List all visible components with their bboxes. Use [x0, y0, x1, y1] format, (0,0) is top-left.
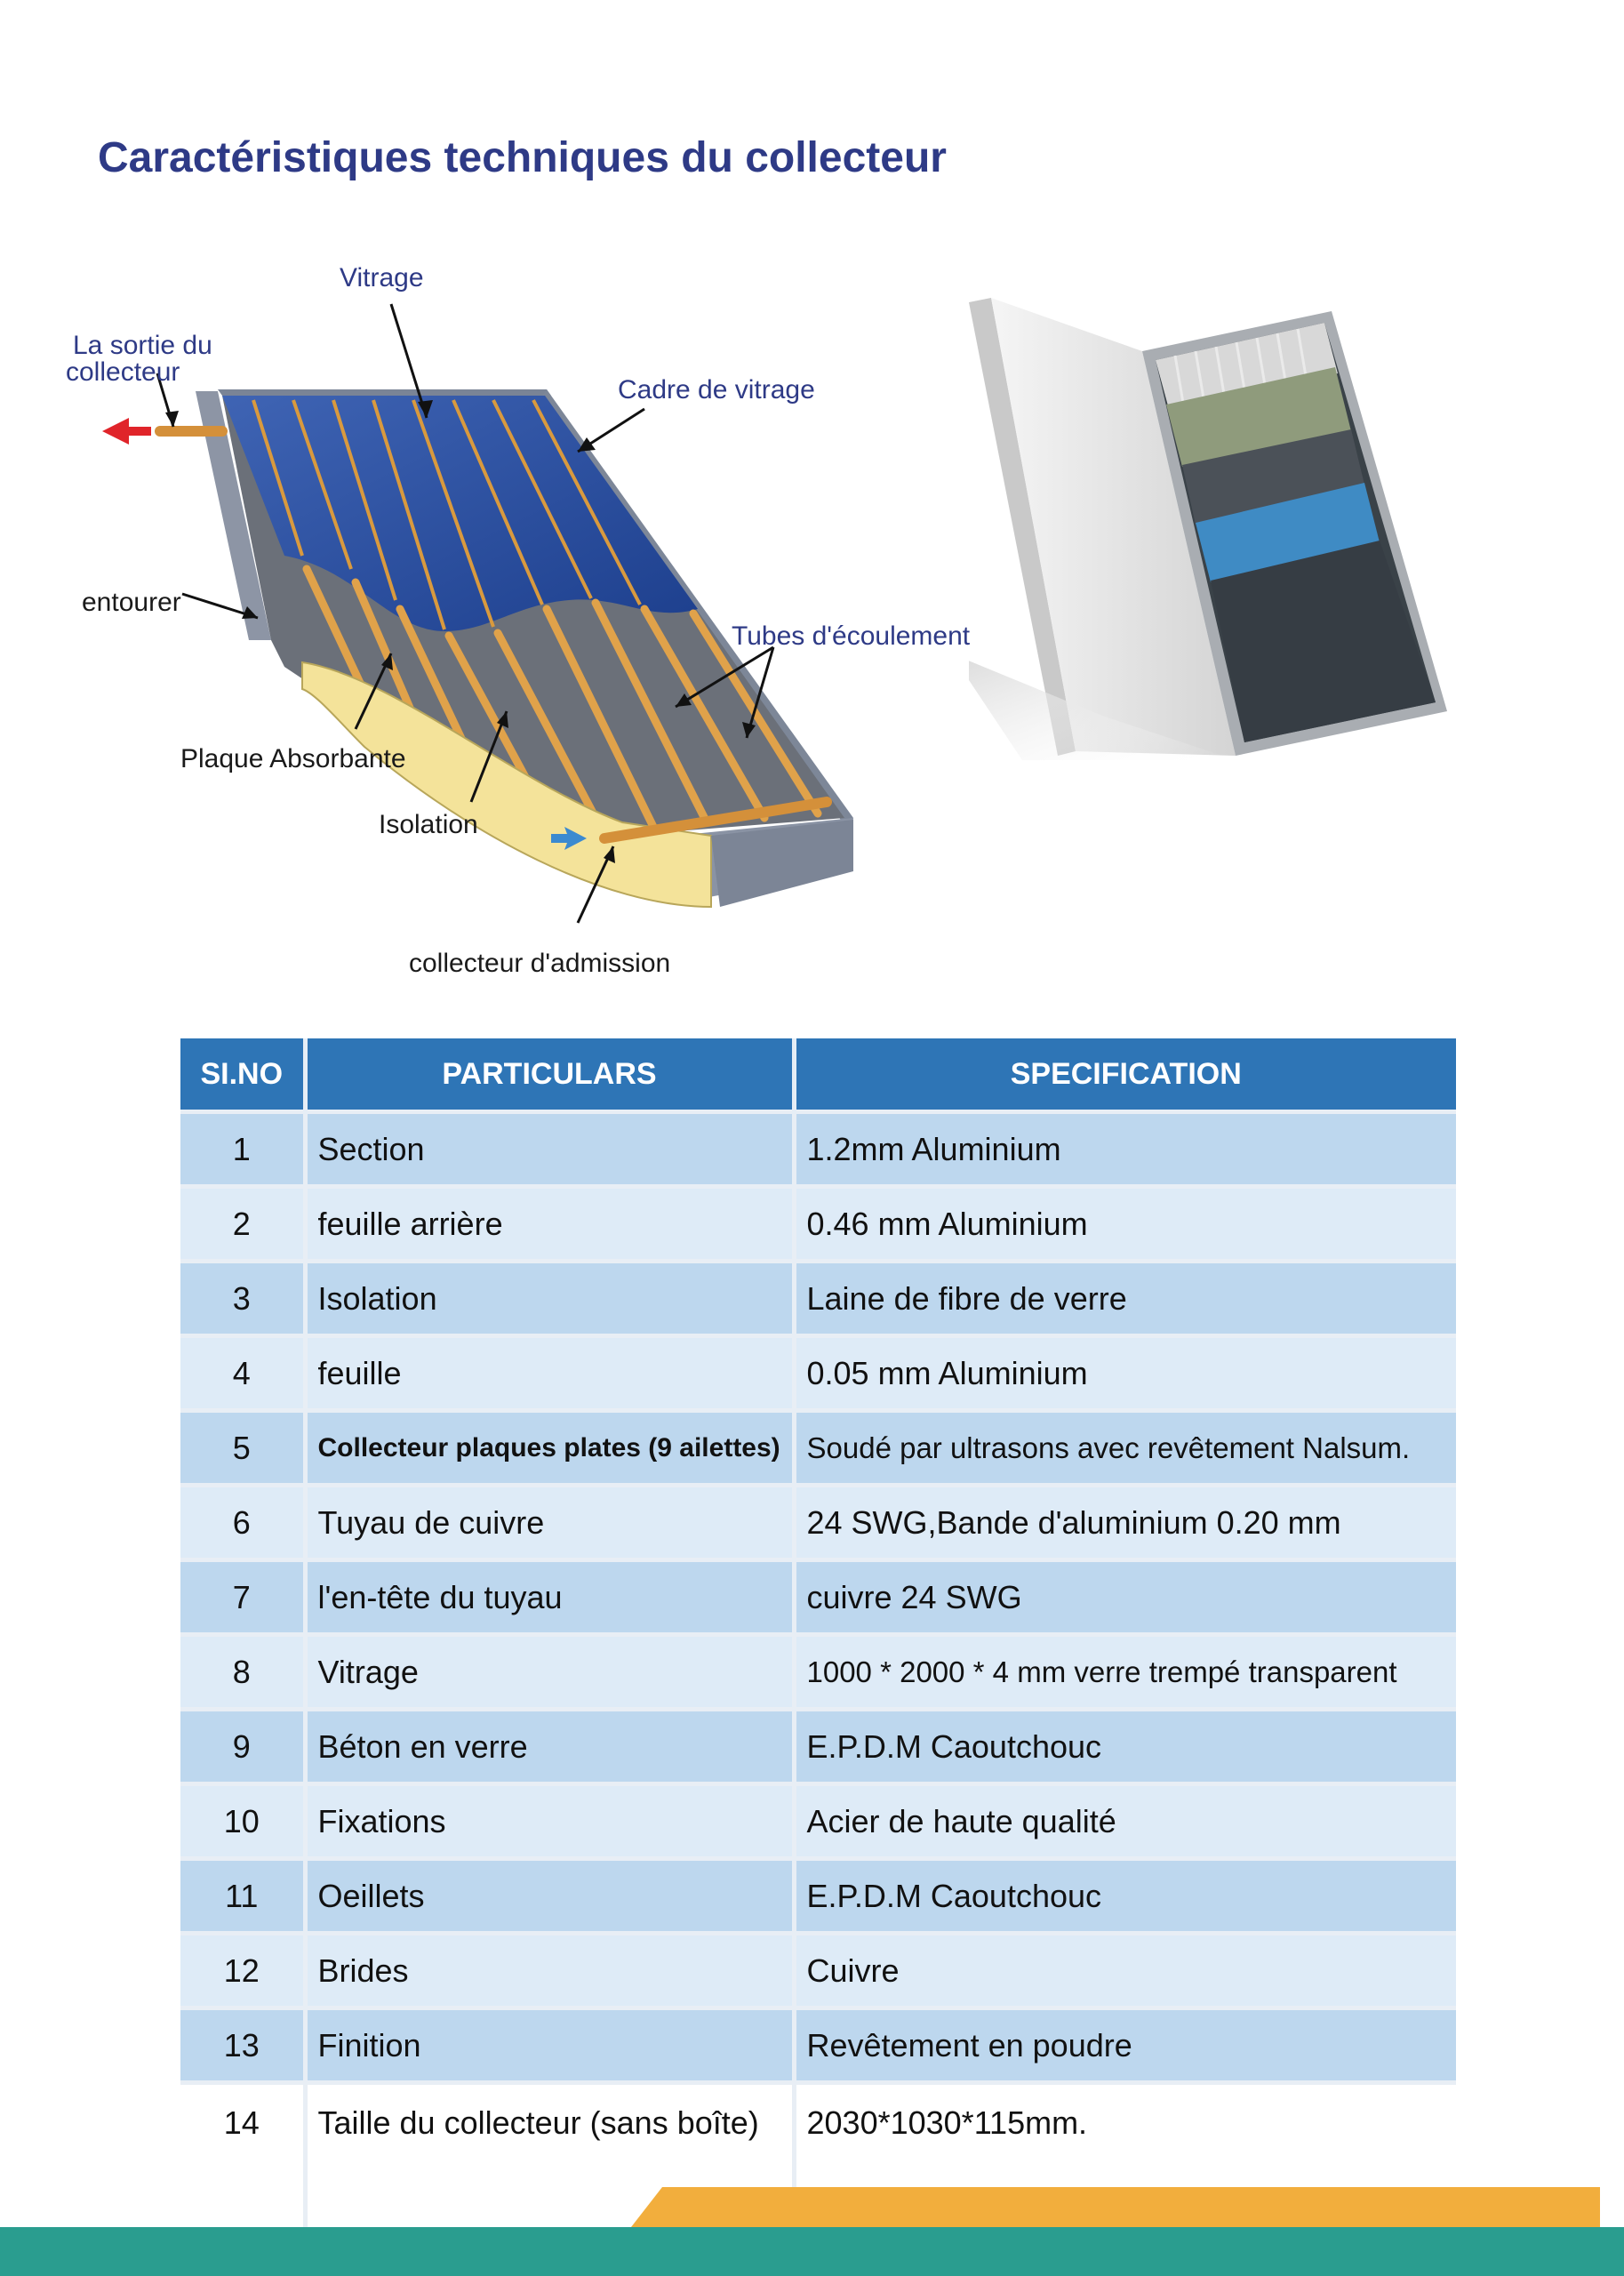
row-particular: Oeillets — [305, 1859, 794, 1934]
collector-photo-drawing — [969, 298, 1484, 760]
row-specification: 1.2mm Aluminium — [794, 1112, 1456, 1187]
row-specification: 24 SWG,Bande d'aluminium 0.20 mm — [794, 1486, 1456, 1560]
row-number: 8 — [180, 1635, 305, 1710]
row-particular: Vitrage — [305, 1635, 794, 1710]
row-particular: Section — [305, 1112, 794, 1187]
row-number: 9 — [180, 1710, 305, 1784]
row-specification: Acier de haute qualité — [794, 1784, 1456, 1859]
table-row — [180, 1411, 1456, 1486]
label-entourer: entourer — [82, 588, 181, 617]
row-particular: feuille — [305, 1336, 794, 1411]
table-row — [180, 1560, 1456, 1635]
row-specification: 0.05 mm Aluminium — [794, 1336, 1456, 1411]
row-particular: Fixations — [305, 1784, 794, 1859]
row-number: 13 — [180, 2008, 305, 2083]
table-row — [180, 1112, 1456, 1187]
row-particular: Béton en verre — [305, 1710, 794, 1784]
row-particular: Taille du collecteur (sans boîte) — [305, 2083, 794, 2239]
row-specification: 1000 * 2000 * 4 mm verre trempé transparent — [794, 1635, 1456, 1710]
table-row — [180, 2008, 1456, 2083]
label-sortie-line2: collecteur — [66, 357, 180, 387]
row-number: 10 — [180, 1784, 305, 1859]
row-particular: feuille arrière — [305, 1187, 794, 1262]
row-particular: Isolation — [305, 1262, 794, 1336]
footer-orange-stripe — [631, 2187, 1600, 2227]
row-specification: Cuivre — [794, 1934, 1456, 2008]
row-particular: Tuyau de cuivre — [305, 1486, 794, 1560]
table-row — [180, 1336, 1456, 1411]
row-number: 14 — [180, 2083, 305, 2239]
collector-product-photo — [969, 298, 1484, 760]
table-header-row — [180, 1038, 1456, 1112]
row-number: 7 — [180, 1560, 305, 1635]
table-row — [180, 1784, 1456, 1859]
row-particular: Brides — [305, 1934, 794, 2008]
footer-teal-stripe — [0, 2227, 1624, 2276]
label-vitrage: Vitrage — [340, 263, 424, 293]
row-specification: 0.46 mm Aluminium — [794, 1187, 1456, 1262]
label-isolation: Isolation — [379, 810, 478, 839]
row-particular: Collecteur plaques plates (9 ailettes) — [305, 1411, 794, 1486]
table-row — [180, 1486, 1456, 1560]
row-number: 3 — [180, 1262, 305, 1336]
row-specification: E.P.D.M Caoutchouc — [794, 1859, 1456, 1934]
row-specification: cuivre 24 SWG — [794, 1560, 1456, 1635]
row-number: 12 — [180, 1934, 305, 2008]
footer-band — [0, 2187, 1624, 2276]
table-row — [180, 1934, 1456, 2008]
label-plaque: Plaque Absorbante — [180, 744, 406, 773]
table-row — [180, 1635, 1456, 1710]
row-number: 2 — [180, 1187, 305, 1262]
row-specification: Revêtement en poudre — [794, 2008, 1456, 2083]
row-particular: l'en-tête du tuyau — [305, 1560, 794, 1635]
row-number: 6 — [180, 1486, 305, 1560]
header-particulars: PARTICULARS — [305, 1038, 794, 1112]
page-title: Caractéristiques techniques du collecteur — [98, 134, 947, 181]
row-specification: Soudé par ultrasons avec revêtement Nalsum. — [794, 1411, 1456, 1486]
row-number: 1 — [180, 1112, 305, 1187]
row-number: 11 — [180, 1859, 305, 1934]
row-number: 5 — [180, 1411, 305, 1486]
table-row — [180, 1187, 1456, 1262]
row-specification: E.P.D.M Caoutchouc — [794, 1710, 1456, 1784]
header-si-no: SI.NO — [180, 1038, 305, 1112]
collector-cutaway-diagram — [53, 249, 987, 1005]
row-specification: 2030*1030*115mm. — [794, 2083, 1456, 2239]
table-row — [180, 1262, 1456, 1336]
table-row — [180, 1859, 1456, 1934]
label-tubes: Tubes d'écoulement — [732, 621, 971, 651]
table-row — [180, 1710, 1456, 1784]
label-cadre: Cadre de vitrage — [618, 375, 815, 405]
label-admission: collecteur d'admission — [409, 949, 671, 978]
header-specification: SPECIFICATION — [794, 1038, 1456, 1112]
row-particular: Finition — [305, 2008, 794, 2083]
row-specification: Laine de fibre de verre — [794, 1262, 1456, 1336]
row-number: 4 — [180, 1336, 305, 1411]
label-sortie-line1: La sortie du — [73, 331, 212, 360]
specification-table — [180, 1038, 1456, 2238]
